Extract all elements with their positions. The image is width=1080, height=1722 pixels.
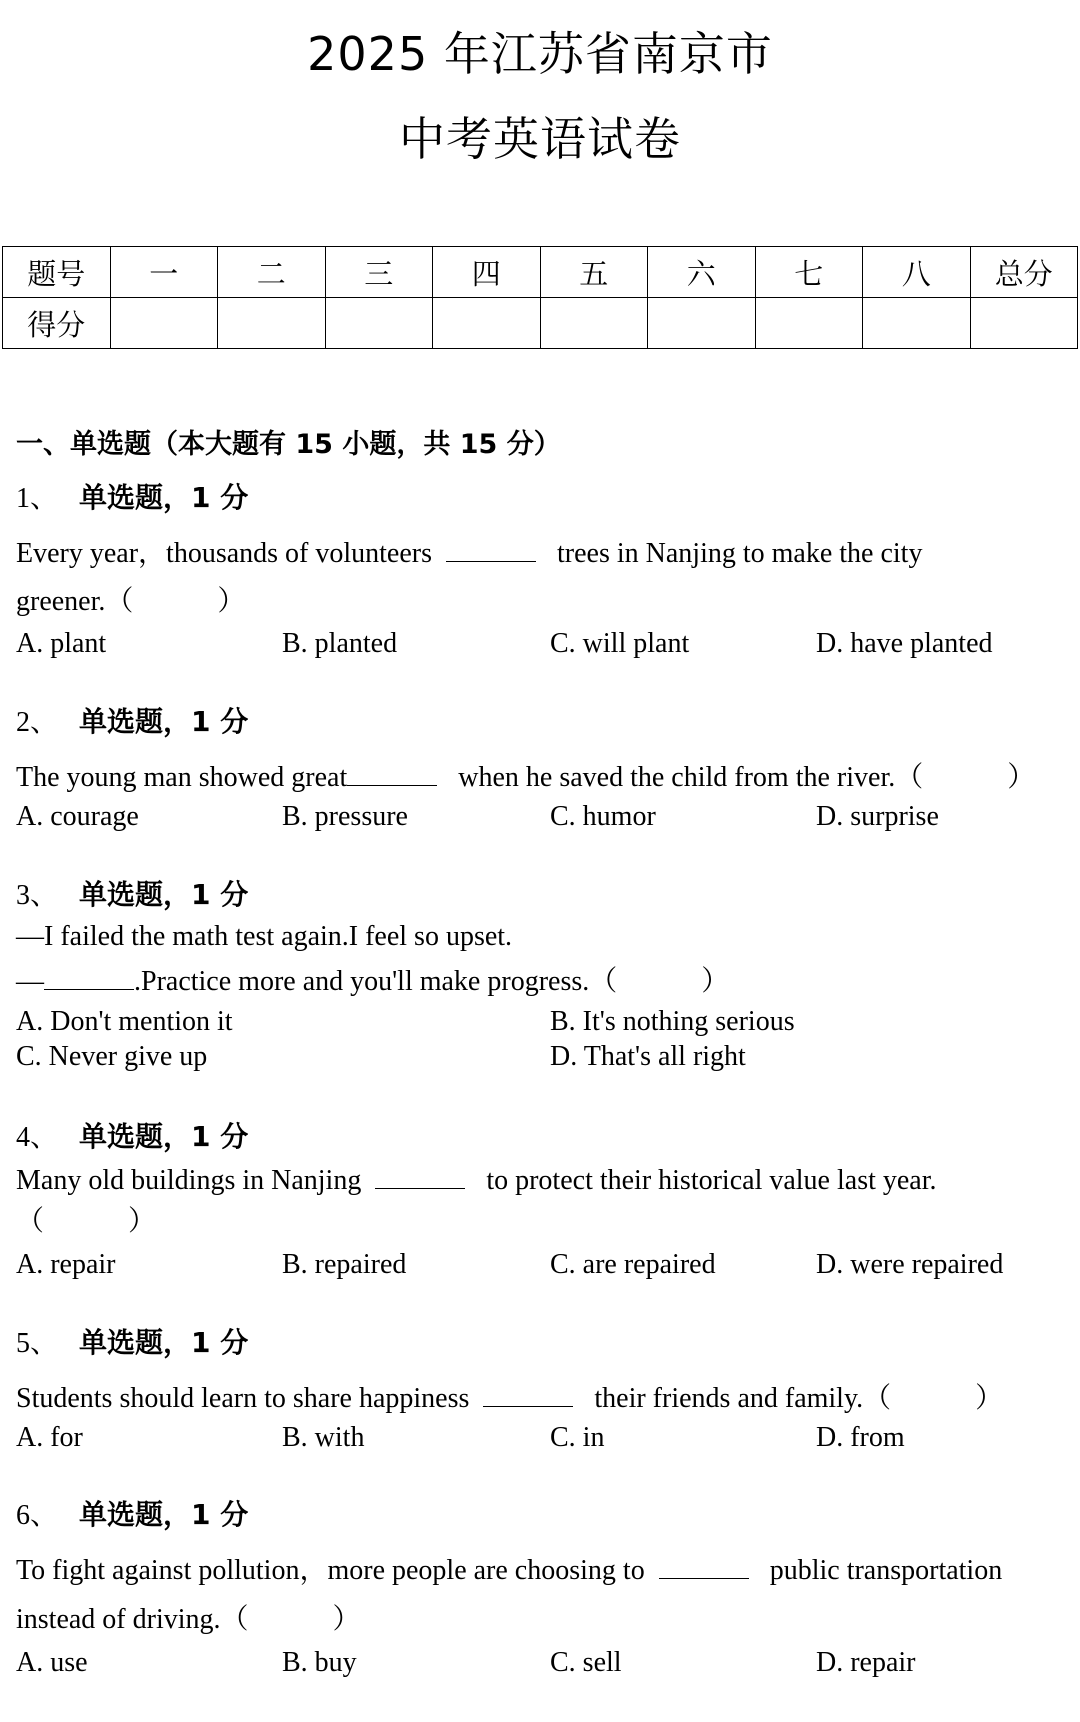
section-title: 一、单选题（本大题有 15 小题，共 15 分） bbox=[16, 429, 561, 460]
option-a[interactable]: A. use bbox=[16, 1647, 88, 1678]
score-input-cell[interactable] bbox=[110, 298, 218, 349]
question-type: 单选题，1 分 bbox=[79, 878, 249, 911]
option-b[interactable]: B. repaired bbox=[282, 1249, 407, 1280]
option-a[interactable]: A. plant bbox=[16, 628, 107, 659]
question-stem: —I failed the math test again.I feel so upset. bbox=[16, 921, 513, 952]
option-c[interactable]: C. Never give up bbox=[16, 1041, 208, 1072]
score-input-cell[interactable] bbox=[433, 298, 541, 349]
question-type: 单选题，1 分 bbox=[79, 1326, 249, 1359]
question-stem-cont: instead of driving.（ ） bbox=[16, 1604, 361, 1635]
option-b[interactable]: B. planted bbox=[282, 628, 398, 659]
score-table-cell: 六 bbox=[648, 247, 756, 298]
question-header bbox=[16, 1326, 248, 1361]
stem-text: Many old buildings in Nanjing bbox=[16, 1165, 362, 1196]
answer-blank[interactable] bbox=[347, 759, 437, 786]
question-number: 5、 bbox=[16, 1328, 59, 1359]
score-table-cell: 八 bbox=[863, 247, 971, 298]
exam-title-line2: 中考英语试卷 bbox=[399, 112, 681, 166]
option-c[interactable]: C. in bbox=[550, 1422, 605, 1453]
score-input-cell[interactable] bbox=[755, 298, 863, 349]
question-number: 3、 bbox=[16, 880, 59, 911]
score-input-cell[interactable] bbox=[648, 298, 756, 349]
question-stem bbox=[16, 535, 922, 571]
option-a[interactable]: A. repair bbox=[16, 1249, 116, 1280]
stem-text: Every year，thousands of volunteers bbox=[16, 538, 432, 569]
question-type: 单选题，1 分 bbox=[79, 481, 249, 514]
option-c[interactable]: C. humor bbox=[550, 801, 656, 832]
score-table bbox=[2, 246, 1078, 349]
question-stem bbox=[16, 759, 1035, 795]
score-table-cell: 题号 bbox=[3, 247, 111, 298]
score-input-cell[interactable] bbox=[218, 298, 326, 349]
question-type: 单选题，1 分 bbox=[79, 1498, 249, 1531]
question-number: 4、 bbox=[16, 1122, 59, 1153]
question-header bbox=[16, 481, 248, 516]
stem-text: when he saved the child from the river.（ ） bbox=[458, 762, 1036, 793]
question-header bbox=[16, 705, 248, 740]
score-table-cell: 一 bbox=[110, 247, 218, 298]
question-stem bbox=[16, 1162, 937, 1198]
score-table-score-row bbox=[3, 298, 1078, 349]
stem-text: .Practice more and you'll make progress.（ ） bbox=[134, 966, 730, 997]
option-d[interactable]: D. repair bbox=[816, 1647, 916, 1678]
question-stem bbox=[16, 1380, 1003, 1416]
stem-text: to protect their historical value last year. bbox=[486, 1165, 937, 1196]
stem-text: trees in Nanjing to make the city bbox=[557, 538, 923, 569]
answer-blank[interactable] bbox=[44, 963, 134, 990]
score-input-cell[interactable] bbox=[970, 298, 1078, 349]
option-a[interactable]: A. for bbox=[16, 1422, 83, 1453]
stem-text: public transportation bbox=[769, 1555, 1003, 1586]
score-table-cell: 二 bbox=[218, 247, 326, 298]
question-stem-cont: greener.（ ） bbox=[16, 586, 246, 617]
score-row-label: 得分 bbox=[3, 298, 111, 349]
stem-text: Students should learn to share happiness bbox=[16, 1383, 470, 1414]
answer-blank[interactable] bbox=[659, 1552, 749, 1579]
option-b[interactable]: B. with bbox=[282, 1422, 365, 1453]
question-header bbox=[16, 1498, 248, 1533]
option-b[interactable]: B. pressure bbox=[282, 801, 408, 832]
option-c[interactable]: C. are repaired bbox=[550, 1249, 716, 1280]
score-table-cell: 三 bbox=[325, 247, 433, 298]
score-table-header-row bbox=[3, 247, 1078, 298]
dash: — bbox=[16, 966, 44, 997]
question-stem-cont: （ ） bbox=[16, 1206, 157, 1237]
option-d[interactable]: D. from bbox=[816, 1422, 905, 1453]
stem-text: To fight against pollution，more people are choosing to bbox=[16, 1555, 645, 1586]
question-number: 1、 bbox=[16, 483, 59, 514]
question-type: 单选题，1 分 bbox=[79, 1120, 249, 1153]
answer-blank[interactable] bbox=[483, 1380, 573, 1407]
stem-text: their friends and family.（ ） bbox=[594, 1383, 1004, 1414]
question-number: 2、 bbox=[16, 707, 59, 738]
option-d[interactable]: D. That's all right bbox=[550, 1041, 746, 1072]
option-b[interactable]: B. It's nothing serious bbox=[550, 1006, 795, 1037]
question-type: 单选题，1 分 bbox=[79, 705, 249, 738]
score-input-cell[interactable] bbox=[540, 298, 648, 349]
question-stem-cont bbox=[16, 963, 729, 999]
answer-blank[interactable] bbox=[446, 535, 536, 562]
option-b[interactable]: B. buy bbox=[282, 1647, 357, 1678]
exam-title-line1: 2025 年江苏省南京市 bbox=[307, 27, 773, 81]
question-number: 6、 bbox=[16, 1500, 59, 1531]
option-c[interactable]: C. will plant bbox=[550, 628, 690, 659]
option-c[interactable]: C. sell bbox=[550, 1647, 622, 1678]
score-table-cell: 五 bbox=[540, 247, 648, 298]
score-table-cell: 总分 bbox=[970, 247, 1078, 298]
option-d[interactable]: D. have planted bbox=[816, 628, 993, 659]
question-stem bbox=[16, 1552, 1002, 1588]
option-a[interactable]: A. Don't mention it bbox=[16, 1006, 233, 1037]
score-table-cell: 四 bbox=[433, 247, 541, 298]
option-a[interactable]: A. courage bbox=[16, 801, 139, 832]
answer-blank[interactable] bbox=[375, 1162, 465, 1189]
stem-text: The young man showed great bbox=[16, 762, 348, 793]
score-input-cell[interactable] bbox=[863, 298, 971, 349]
option-d[interactable]: D. surprise bbox=[816, 801, 939, 832]
score-input-cell[interactable] bbox=[325, 298, 433, 349]
question-header bbox=[16, 1120, 248, 1155]
option-d[interactable]: D. were repaired bbox=[816, 1249, 1004, 1280]
score-table-cell: 七 bbox=[755, 247, 863, 298]
question-header bbox=[16, 878, 248, 913]
